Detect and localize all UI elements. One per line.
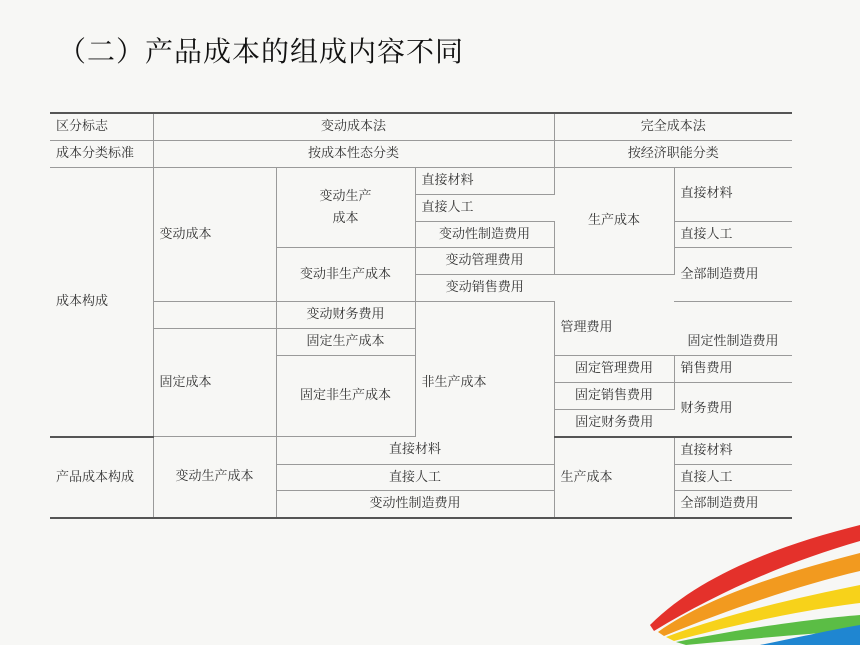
variable-production-cost [276, 167, 415, 248]
variable-nonproduction-cost: 变动非生产成本 [276, 248, 415, 302]
cost-comparison-table [50, 112, 792, 519]
variable-cost-group: 变动成本 [153, 167, 276, 301]
fixed-moh-cell: 固定性制造费用 [674, 329, 792, 356]
product-cost-composition-label: 产品成本构成 [50, 437, 153, 519]
product-abs-all-moh: 全部制造费用 [674, 491, 792, 518]
absorption-direct-materials: 直接材料 [674, 167, 792, 221]
variable-production-cost-line1: 变动生产 [319, 188, 372, 204]
product-direct-labor: 直接人工 [276, 464, 554, 491]
header-variable-costing: 变动成本法 [153, 113, 554, 140]
fixed-finance-cell: 固定财务费用 [554, 409, 674, 436]
variable-moh-cell: 变动性制造费用 [415, 221, 554, 248]
variable-finance-cell: 变动财务费用 [276, 302, 415, 329]
fixed-production-cost: 固定生产成本 [276, 329, 415, 356]
cost-composition-label: 成本构成 [50, 167, 153, 436]
table-row [50, 113, 792, 140]
variable-production-cost-summary: 变动生产成本 [153, 437, 276, 519]
table-row [50, 140, 792, 167]
fixed-admin-cell: 固定管理费用 [554, 356, 674, 383]
fixed-cost-group: 固定成本 [153, 329, 276, 437]
variable-production-cost-line2: 成本 [332, 210, 359, 226]
selling-expense: 销售费用 [674, 356, 792, 383]
classification-absorption: 按经济职能分类 [554, 140, 792, 167]
product-abs-direct-materials: 直接材料 [674, 437, 792, 464]
fixed-nonproduction-cost: 固定非生产成本 [276, 356, 415, 437]
product-production-cost: 生产成本 [554, 437, 674, 519]
absorption-all-moh: 全部制造费用 [674, 248, 792, 302]
product-abs-direct-labor: 直接人工 [674, 464, 792, 491]
direct-labor-cell: 直接人工 [415, 194, 554, 221]
product-direct-materials: 直接材料 [276, 437, 554, 464]
table-row [50, 437, 792, 464]
table-row [50, 302, 792, 329]
absorption-production-cost: 生产成本 [554, 167, 674, 275]
table-row [50, 167, 792, 194]
variable-selling-cell: 变动销售费用 [415, 275, 554, 302]
finance-expense: 财务费用 [674, 382, 792, 436]
nonproduction-cost: 非生产成本 [415, 302, 554, 464]
absorption-direct-labor: 直接人工 [674, 221, 792, 248]
variable-admin-cell: 变动管理费用 [415, 248, 554, 275]
header-absorption-costing: 完全成本法 [554, 113, 792, 140]
admin-expense: 管理费用 [554, 302, 674, 356]
header-criterion: 区分标志 [50, 113, 153, 140]
fixed-selling-cell: 固定销售费用 [554, 382, 674, 409]
direct-materials-cell: 直接材料 [415, 167, 554, 194]
empty-cell [153, 302, 276, 329]
product-variable-moh: 变动性制造费用 [276, 491, 554, 518]
decorative-swoosh-graphic [640, 505, 860, 645]
classification-variable: 按成本性态分类 [153, 140, 554, 167]
classification-label: 成本分类标准 [50, 140, 153, 167]
page-title: （二）产品成本的组成内容不同 [58, 35, 465, 68]
